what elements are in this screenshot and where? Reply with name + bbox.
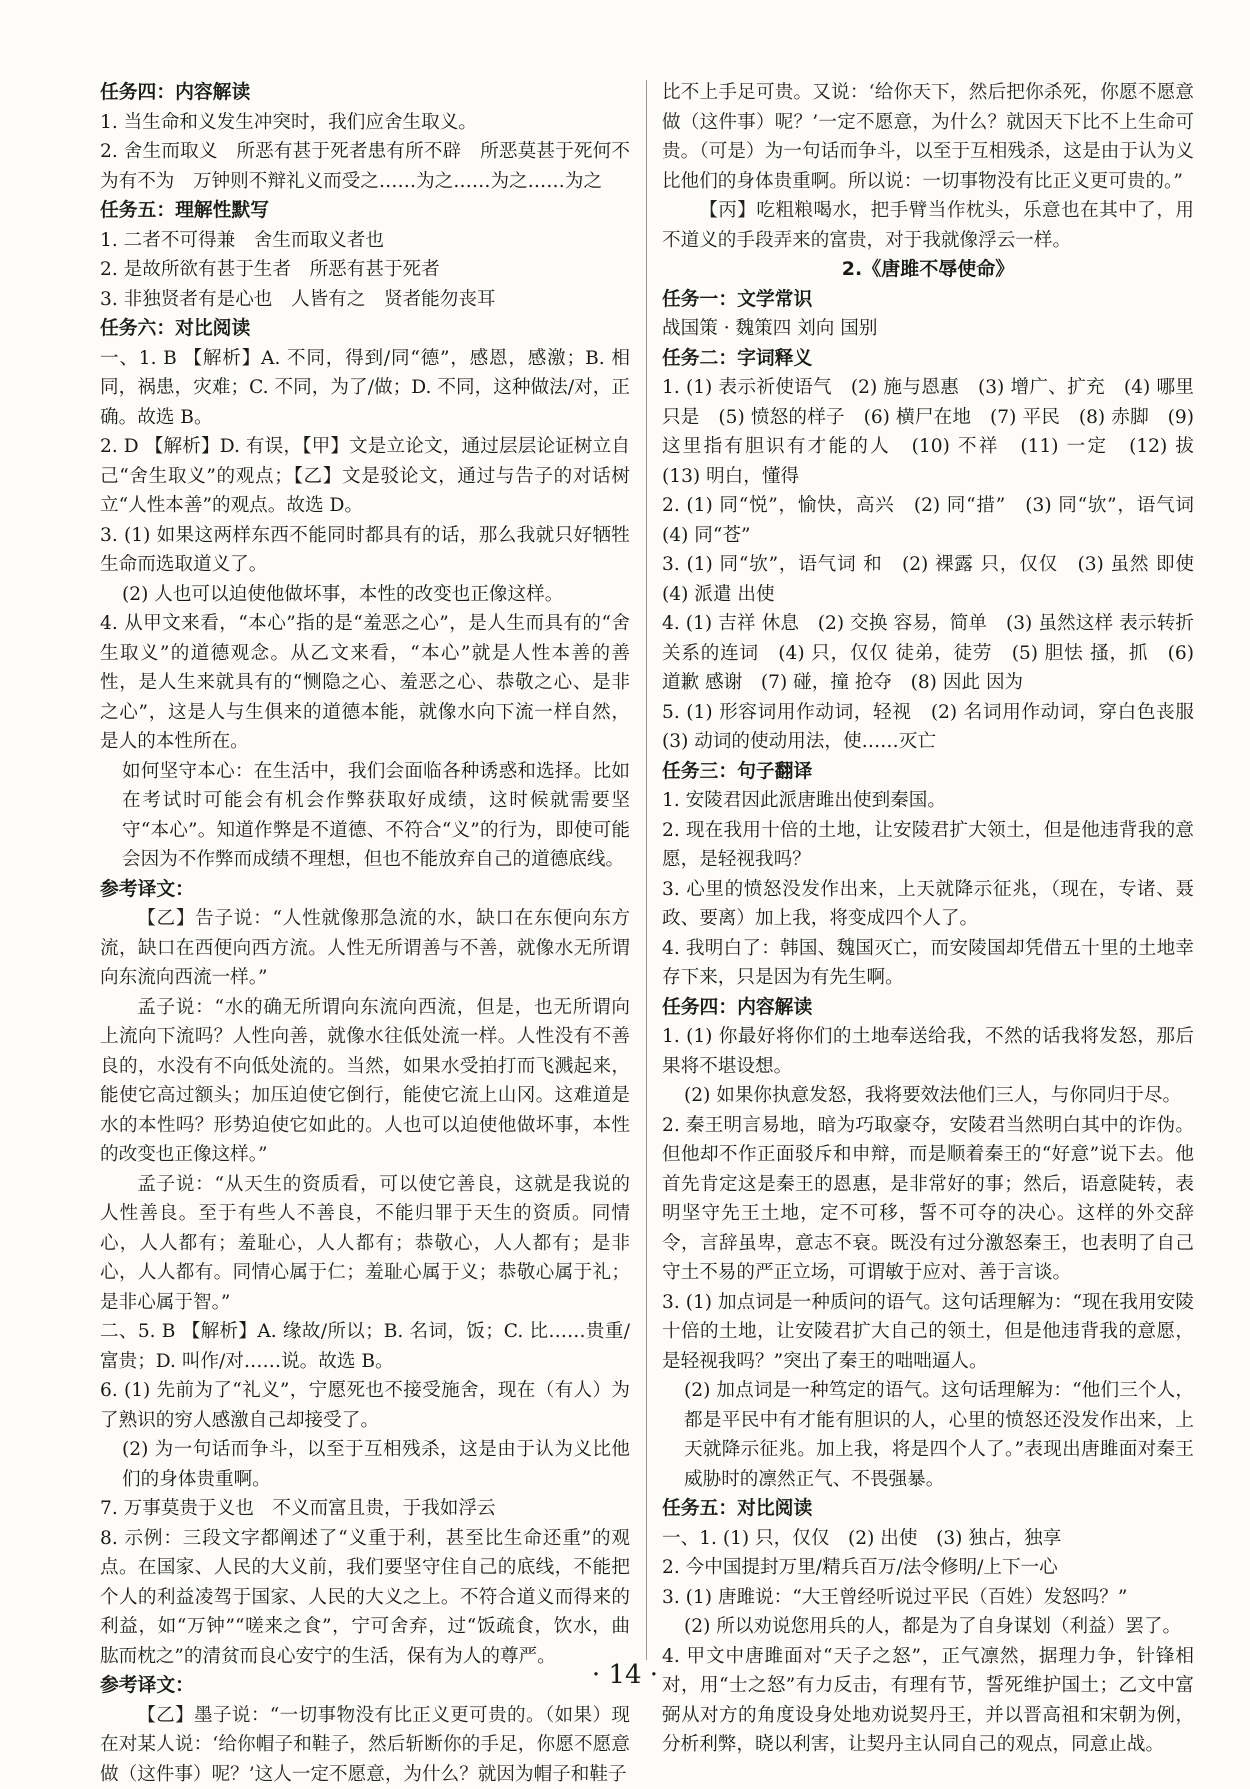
- paragraph: 4. 我明白了：韩国、魏国灭亡，而安陵国却凭借五十里的土地幸存下来，只是因为有先生啊。: [662, 934, 1194, 993]
- page-number: · 14 ·: [0, 1660, 1250, 1690]
- paragraph: 二、5. B 【解析】A. 缘故/所以；B. 名词，饭；C. 比……贵重/富贵；D. 叫作/对……说。故选 B。: [100, 1317, 630, 1376]
- paragraph: 【乙】墨子说：“一切事物没有比正义更可贵的。（如果）现在对某人说：‘给你帽子和鞋子，然后斩断你的手足，你愿不愿意做（这件事）呢？’这人一定不愿意，为什么？就因为帽子和鞋子: [100, 1701, 630, 1789]
- left-column: [100, 78, 630, 1789]
- section-heading: 任务一：文学常识: [662, 285, 1194, 315]
- paragraph: 4. 甲文中唐雎面对“天子之怒”，正气凛然，据理力争，针锋相对，用“士之怒”有力反击，有理有节，誓死维护国土；乙文中富弼从对方的角度设身处地劝说契丹王，并以晋高祖和宋朝为例，分析利弊，晓以利害，让契丹主认同自己的观点，同意止战。: [662, 1642, 1194, 1760]
- paragraph: 2. (1) 同“悦”，愉快，高兴 (2) 同“措” (3) 同“欤”，语气词 (4) 同“苍”: [662, 491, 1194, 550]
- paragraph: 2. 秦王明言易地，暗为巧取豪夺，安陵君当然明白其中的诈伪。但他却不作正面驳斥和申辩，而是顺着秦王的“好意”说下去。他首先肯定这是秦王的恩惠，是非常好的事；然后，语意陡转，表明坚守先王土地，定不可移，誓不可夺的决心。这样的外交辞令，言辞虽卑，意志不衰。既没有过分激怒秦王，也表明了自己守土不易的严正立场，可谓敏于应对、善于言谈。: [662, 1111, 1194, 1288]
- paragraph: 8. 示例：三段文字都阐述了“义重于利，甚至比生命还重”的观点。在国家、人民的大义前，我们要坚守住自己的底线，不能把个人的利益凌驾于国家、人民的大义之上。不符合道义而得来的利益，如“万钟”“嗟来之食”，宁可舍弃，过“饭疏食，饮水，曲肱而枕之”的清贫而良心安宁的生活，保有为人的尊严。: [100, 1524, 630, 1672]
- paragraph: 3. (1) 加点词是一种质问的语气。这句话理解为：“现在我用安陵十倍的土地，让安陵君扩大自己的领土，但是他违背我的意愿，是轻视我吗？”突出了秦王的咄咄逼人。: [662, 1288, 1194, 1377]
- paragraph: 2. 现在我用十倍的土地，让安陵君扩大领土，但是他违背我的意愿，是轻视我吗？: [662, 816, 1194, 875]
- section-heading: 任务三：句子翻译: [662, 757, 1194, 787]
- paragraph: (2) 为一句话而争斗，以至于互相残杀，这是由于认为义比他们的身体贵重啊。: [100, 1435, 630, 1494]
- right-column: [662, 78, 1194, 1760]
- paragraph: 2. D 【解析】D. 有误，【甲】文是立论文，通过层层论证树立自己“舍生取义”的观点；【乙】文是驳论文，通过与告子的对话树立“人性本善”的观点。故选 D。: [100, 432, 630, 521]
- section-heading: 任务二：字词释义: [662, 344, 1194, 374]
- paragraph: 3. 心里的愤怒没发作出来，上天就降示征兆，（现在，专诸、聂政、要离）加上我，将变成四个人了。: [662, 875, 1194, 934]
- paragraph: 【乙】告子说：“人性就像那急流的水，缺口在东便向东方流，缺口在西便向西方流。人性无所谓善与不善，就像水无所谓向东流向西流一样。”: [100, 904, 630, 993]
- paragraph: (2) 人也可以迫使他做坏事，本性的改变也正像这样。: [100, 580, 630, 610]
- paragraph: 孟子说：“水的确无所谓向东流向西流，但是，也无所谓向上流向下流吗？人性向善，就像水往低处流一样。人性没有不善良的，水没有不向低处流的。当然，如果水受拍打而飞溅起来，能使它高过额头；加压迫使它倒行，能使它流上山冈。这难道是水的本性吗？形势迫使它如此的。人也可以迫使他做坏事，本性的改变也正像这样。”: [100, 993, 630, 1170]
- paragraph: 一、1. (1) 只，仅仅 (2) 出使 (3) 独占，独享: [662, 1524, 1194, 1554]
- paragraph: (2) 加点词是一种笃定的语气。这句话理解为：“他们三个人，都是平民中有才能有胆识的人，心里的愤怒还没发作出来，上天就降示征兆。加上我，将是四个人了。”表现出唐雎面对秦王威胁时的凛然正气、不畏强暴。: [662, 1376, 1194, 1494]
- section-heading: 任务六：对比阅读: [100, 314, 630, 344]
- chapter-title: 2.《唐雎不辱使命》: [662, 255, 1194, 285]
- paragraph: 一、1. B 【解析】A. 不同，得到/同“德”，感恩，感激；B. 相同，祸患，灾难；C. 不同，为了/做；D. 不同，这种做法/对，正确。故选 B。: [100, 344, 630, 433]
- paragraph: 2. 舍生而取义 所恶有甚于死者患有所不辟 所恶莫甚于死何不为有不为 万钟则不辩礼义而受之……为之……为之……为之: [100, 137, 630, 196]
- paragraph: 1. 二者不可得兼 舍生而取义者也: [100, 226, 630, 256]
- paragraph: 3. 非独贤者有是心也 人皆有之 贤者能勿丧耳: [100, 285, 630, 315]
- column-divider: [646, 80, 647, 1660]
- paragraph: 【丙】吃粗粮喝水，把手臂当作枕头，乐意也在其中了，用不道义的手段弄来的富贵，对于我就像浮云一样。: [662, 196, 1194, 255]
- section-heading: 任务四：内容解读: [100, 78, 630, 108]
- paragraph: 6. (1) 先前为了“礼义”，宁愿死也不接受施舍，现在（有人）为了熟识的穷人感激自己却接受了。: [100, 1376, 630, 1435]
- paragraph: 4. (1) 吉祥 休息 (2) 交换 容易，简单 (3) 虽然这样 表示转折关系的连词 (4) 只，仅仅 徒弟，徒劳 (5) 胆怯 搔，抓 (6) 道歉 感谢 (7) 碰，撞 抢夺 (8) 因此 因为: [662, 609, 1194, 698]
- paragraph: 1. 安陵君因此派唐雎出使到秦国。: [662, 786, 1194, 816]
- paragraph: 孟子说：“从天生的资质看，可以使它善良，这就是我说的人性善良。至于有些人不善良，不能归罪于天生的资质。同情心，人人都有；羞耻心，人人都有；恭敬心，人人都有；是非心，人人都有。同情心属于仁；羞耻心属于义；恭敬心属于礼；是非心属于智。”: [100, 1170, 630, 1318]
- paragraph: 7. 万事莫贵于义也 不义而富且贵，于我如浮云: [100, 1494, 630, 1524]
- paragraph: 1. 当生命和义发生冲突时，我们应舍生取义。: [100, 108, 630, 138]
- paragraph: (2) 如果你执意发怒，我将要效法他们三人，与你同归于尽。: [662, 1081, 1194, 1111]
- paragraph: 3. (1) 唐雎说：“大王曾经听说过平民（百姓）发怒吗？”: [662, 1583, 1194, 1613]
- paragraph: 3. (1) 同“欤”，语气词 和 (2) 裸露 只，仅仅 (3) 虽然 即使 (4) 派遣 出使: [662, 550, 1194, 609]
- paragraph: (2) 所以劝说您用兵的人，都是为了自身谋划（利益）罢了。: [662, 1612, 1194, 1642]
- paragraph: 2. 是故所欲有甚于生者 所恶有甚于死者: [100, 255, 630, 285]
- paragraph: 比不上手足可贵。又说：‘给你天下，然后把你杀死，你愿不愿意做（这件事）呢？’一定不愿意，为什么？就因天下比不上生命可贵。（可是）为一句话而争斗，以至于互相残杀，这是由于认为义比他们的身体贵重啊。所以说：一切事物没有比正义更可贵的。”: [662, 78, 1194, 196]
- section-heading: 任务五：理解性默写: [100, 196, 630, 226]
- paragraph: 1. (1) 你最好将你们的土地奉送给我，不然的话我将发怒，那后果将不堪设想。: [662, 1022, 1194, 1081]
- paragraph: 3. (1) 如果这两样东西不能同时都具有的话，那么我就只好牺牲生命而选取道义了。: [100, 521, 630, 580]
- paragraph: 4. 从甲文来看，“本心”指的是“羞恶之心”，是人生而具有的“舍生取义”的道德观念。从乙文来看，“本心”就是人性本善的善性，是人生来就具有的“恻隐之心、羞恶之心、恭敬之心、是非之心”，这是人与生俱来的道德本能，就像水向下流一样自然，是人的本性所在。: [100, 609, 630, 757]
- paragraph: 1. (1) 表示祈使语气 (2) 施与恩惠 (3) 增广、扩充 (4) 哪里只是 (5) 愤怒的样子 (6) 横尸在地 (7) 平民 (8) 赤脚 (9) 这里指有胆识有才能的人 (10) 不祥 (11) 一定 (12) 拔 (13) 明白，懂得: [662, 373, 1194, 491]
- section-heading: 参考译文：: [100, 1671, 630, 1701]
- paragraph: 战国策 · 魏策四 刘向 国别: [662, 314, 1194, 344]
- paragraph: 2. 今中国提封万里/精兵百万/法令修明/上下一心: [662, 1553, 1194, 1583]
- section-heading: 参考译文：: [100, 875, 630, 905]
- section-heading: 任务五：对比阅读: [662, 1494, 1194, 1524]
- section-heading: 任务四：内容解读: [662, 993, 1194, 1023]
- paragraph: 5. (1) 形容词用作动词，轻视 (2) 名词用作动词，穿白色丧服 (3) 动词的使动用法，使……灭亡: [662, 698, 1194, 757]
- paragraph: 如何坚守本心：在生活中，我们会面临各种诱惑和选择。比如在考试时可能会有机会作弊获取好成绩，这时候就需要坚守“本心”。知道作弊是不道德、不符合“义”的行为，即使可能会因为不作弊而成绩不理想，但也不能放弃自己的道德底线。: [100, 757, 630, 875]
